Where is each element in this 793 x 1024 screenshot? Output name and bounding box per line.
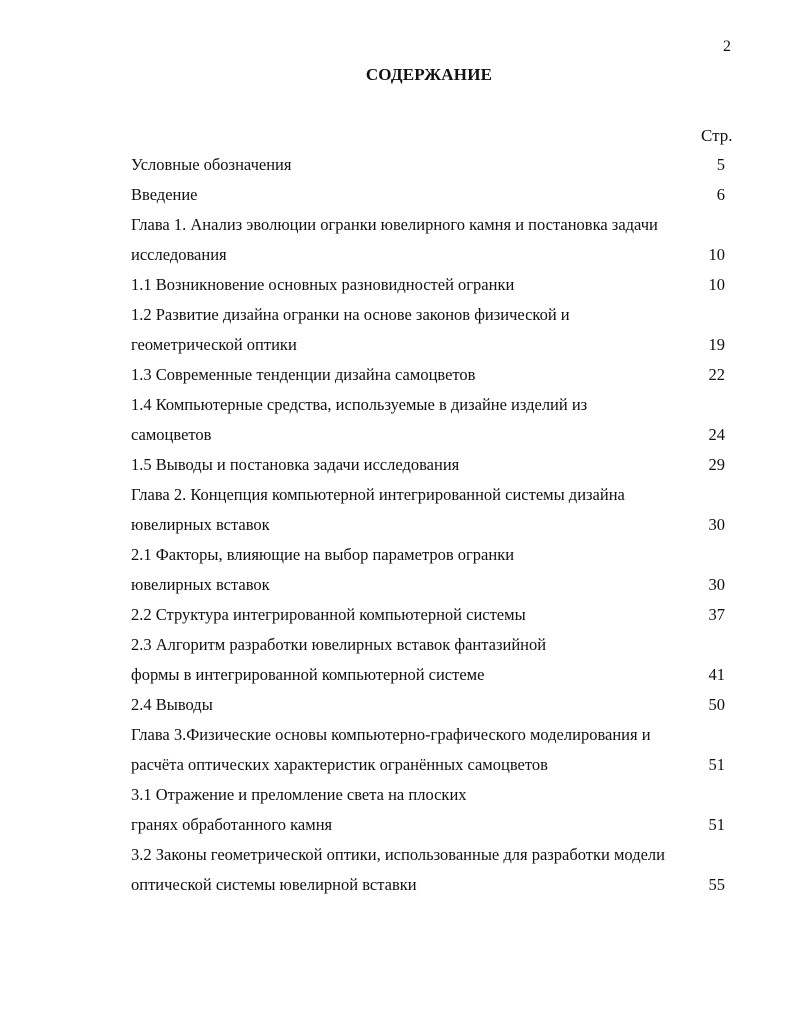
toc-line-text: 2.1 Факторы, влияющие на выбор параметров огранки — [131, 545, 515, 564]
toc-line — [0, 300, 793, 330]
toc-line — [0, 810, 793, 840]
toc-line-text: Условные обозначения — [131, 155, 292, 174]
toc-line-text: Введение — [131, 185, 198, 204]
toc-line-page: 5 — [716, 155, 725, 174]
toc-line — [0, 630, 793, 660]
toc-line — [0, 450, 793, 480]
toc-line-text: 1.2 Развитие дизайна огранки на основе законов физической и — [131, 305, 570, 324]
toc-line — [0, 840, 793, 870]
toc-line-text: 1.3 Современные тенденции дизайна самоцветов — [131, 365, 476, 384]
toc-line-page: 24 — [708, 425, 725, 444]
toc-line-text: 2.4 Выводы — [131, 695, 213, 714]
toc-line-text: Глава 1. Анализ эволюции огранки ювелирного камня и постановка задачи — [131, 215, 658, 234]
toc-line — [0, 210, 793, 240]
page-column-header: Стр. — [701, 126, 733, 145]
toc-line-text: 1.4 Компьютерные средства, используемые в дизайне изделий из — [131, 395, 588, 414]
table-of-contents — [0, 150, 793, 900]
toc-line-text: Глава 2. Концепция компьютерной интегрированной системы дизайна — [131, 485, 625, 504]
toc-line-text: самоцветов — [131, 425, 212, 444]
toc-line-text: Глава 3.Физические основы компьютерно-графического моделирования и — [131, 725, 651, 744]
toc-line-text: гранях обработанного камня — [131, 815, 333, 834]
toc-line — [0, 480, 793, 510]
toc-line-text: 2.3 Алгоритм разработки ювелирных вставок фантазийной — [131, 635, 547, 654]
toc-line-page: 37 — [708, 605, 725, 624]
toc-line-text: ювелирных вставок — [131, 515, 270, 534]
toc-line-text: 2.2 Структура интегрированной компьютерной системы — [131, 605, 526, 624]
page-number: 2 — [723, 38, 731, 55]
toc-line-page: 30 — [708, 575, 725, 594]
toc-line-page: 19 — [708, 335, 725, 354]
toc-line — [0, 420, 793, 450]
page-title: СОДЕРЖАНИЕ — [365, 65, 493, 84]
toc-line — [0, 690, 793, 720]
toc-line — [0, 390, 793, 420]
toc-line — [0, 510, 793, 540]
toc-line-page: 41 — [708, 665, 725, 684]
toc-line-text: ювелирных вставок — [131, 575, 270, 594]
toc-line — [0, 720, 793, 750]
toc-line-text: формы в интегрированной компьютерной системе — [131, 665, 485, 684]
toc-line-text: расчёта оптических характеристик огранённых самоцветов — [131, 755, 548, 774]
toc-line — [0, 660, 793, 690]
toc-line-page: 22 — [708, 365, 725, 384]
toc-line — [0, 150, 793, 180]
toc-line — [0, 570, 793, 600]
toc-line-text: 1.1 Возникновение основных разновидностей огранки — [131, 275, 515, 294]
toc-line — [0, 750, 793, 780]
toc-line-page: 55 — [708, 875, 725, 894]
toc-line — [0, 780, 793, 810]
toc-line-text: геометрической оптики — [131, 335, 297, 354]
toc-line-page: 51 — [708, 755, 725, 774]
toc-line-text: 3.1 Отражение и преломление света на плоских — [131, 785, 467, 804]
toc-line-page: 30 — [708, 515, 725, 534]
toc-line-page: 50 — [708, 695, 725, 714]
toc-line — [0, 600, 793, 630]
toc-line — [0, 180, 793, 210]
toc-line-page: 10 — [708, 245, 725, 264]
toc-line-text: 3.2 Законы геометрической оптики, использованные для разработки модели — [131, 845, 665, 864]
toc-line — [0, 540, 793, 570]
toc-line — [0, 870, 793, 900]
toc-line-page: 29 — [708, 455, 725, 474]
toc-line — [0, 240, 793, 270]
toc-line-text: оптической системы ювелирной вставки — [131, 875, 417, 894]
toc-line — [0, 270, 793, 300]
toc-line-page: 10 — [708, 275, 725, 294]
toc-line-page: 51 — [708, 815, 725, 834]
toc-line-page: 6 — [716, 185, 725, 204]
toc-line — [0, 330, 793, 360]
toc-line-text: 1.5 Выводы и постановка задачи исследования — [131, 455, 460, 474]
toc-line — [0, 360, 793, 390]
toc-line-text: исследования — [131, 245, 227, 264]
